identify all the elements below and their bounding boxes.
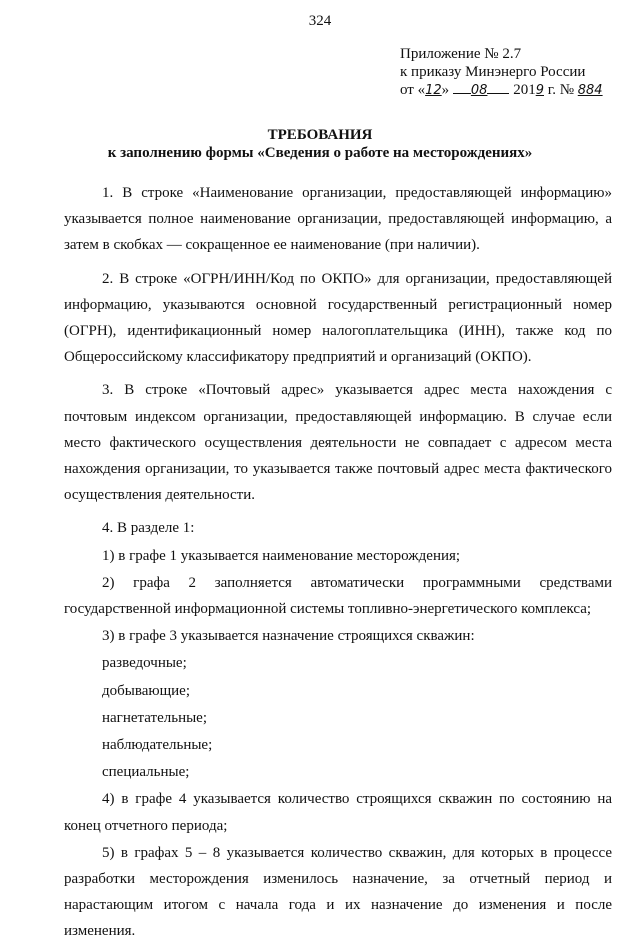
sub-item-3: 3) в графе 3 указывается назначение строящихся скважин: <box>102 628 475 645</box>
well-type-injection: нагнетательные; <box>102 709 207 726</box>
sub-item-1: 1) в графе 1 указывается наименование месторождения; <box>102 547 461 564</box>
date-year-prefix: 201 <box>509 82 536 98</box>
date-suffix: г. № <box>543 82 578 98</box>
title-subheading: к заполнению формы «Сведения о работе на месторождениях» <box>107 145 533 161</box>
paragraph-4: 4. В разделе 1: <box>102 520 195 537</box>
appendix-line-2: к приказу Минэнерго России <box>400 64 586 80</box>
sub-item-4: 4) в графе 4 указывается количество строящихся скважин по состоянию на конец отчетного периода; <box>64 791 612 834</box>
date-prefix: от « <box>400 82 426 98</box>
paragraph-3: 3. В строке «Почтовый адрес» указывается адрес места нахождения с почтовым индексом организации, предоставляющей информацию. В случае если место фактического осуществления деятельности не совпадает с адресом места нахождения организации, то указывается также почтовый адрес места фактического осуществления деятельности. <box>64 382 612 504</box>
appendix-header <box>400 45 603 100</box>
sub-item-2: 2) графа 2 заполняется автоматически программными средствами государственной информационной системы топливно-энергетического комплекса; <box>64 574 612 618</box>
well-type-production: добывающие; <box>102 682 190 699</box>
sub-item-5: 5) в графах 5 – 8 указывается количество скважин, для которых в процессе разработки месторождения изменилось назначение, за отчетный период и нарастающим итогом с начала года и их назначение до изменения и после изменения. <box>64 844 612 940</box>
title-heading: ТРЕБОВАНИЯ <box>267 127 373 143</box>
well-type-exploration: разведочные; <box>102 655 187 672</box>
date-day: 12 <box>425 83 442 98</box>
appendix-line-1: Приложение № 2.7 <box>400 46 522 62</box>
appendix-date-line <box>400 81 603 100</box>
document-title <box>0 126 640 162</box>
well-type-observation: наблюдательные; <box>102 737 213 754</box>
document-body <box>64 180 612 946</box>
well-type-special: специальные; <box>102 764 190 781</box>
paragraph-1: 1. В строке «Наименование организации, предоставляющей информацию» указывается полное наименование организации, предоставляющей информацию, а затем в скобках — сокращенное ее наименование (при наличии). <box>64 185 612 254</box>
page-number: 324 <box>308 13 332 29</box>
paragraph-2: 2. В строке «ОГРН/ИНН/Код по ОКПО» для организации, предоставляющей информацию, указываются основной государственный регистрационный номер (ОГРН), идентификационный номер налогоплательщика (ИНН), также код по Общероссийскому классификатору предприятий и организаций (ОКПО). <box>64 270 612 366</box>
date-month: 08 <box>470 83 488 98</box>
date-mid: » <box>441 82 453 98</box>
date-year-digit: 9 <box>535 83 544 98</box>
order-number: 884 <box>577 83 603 98</box>
